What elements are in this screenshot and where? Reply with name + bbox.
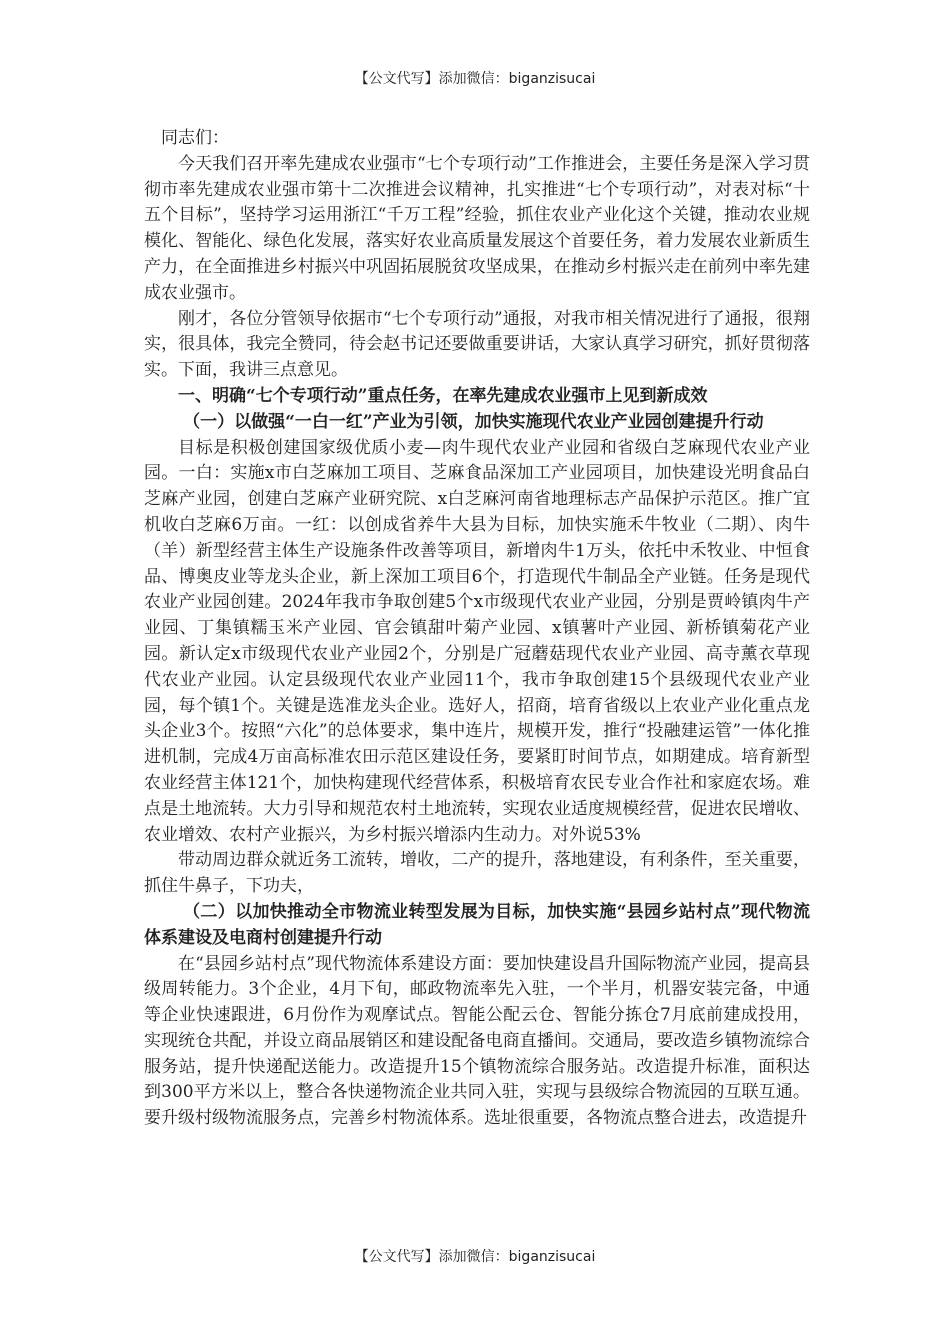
page-footer: 【公文代写】添加微信：biganzisucai: [354, 1249, 596, 1265]
paragraph-comments: 刚才，各位分管领导依据市“七个专项行动”通报，对我市相关情况进行了通报，很翔实，很具体，我完全赞同，待会赵书记还要做重要讲话，大家认真学习研究，抓好贯彻落实。下面，我讲三点意见。: [144, 308, 810, 381]
paragraph-industrial-park: 目标是积极创建国家级优质小麦—肉牛现代农业产业园和省级白芝麻现代农业产业园。一白：实施x市白芝麻加工项目、芝麻食品深加工产业园项目，加快建设光明食品白芝麻产业园，创建白芝麻产业研究院、x白芝麻河南省地理标志产品保护示范区。推广宜机收白芝麻6万亩。一红：以创成省养牛大县为目标，加快实施禾牛牧业（二期）、肉牛（羊）新型经营主体生产设施条件改善等项目，新增肉牛1万头，依托中禾牧业、中恒食品、博奥皮业等龙头企业，新上深加工项目6个，打造现代牛制品全产业链。任务是现代农业产业园创建。2024年我市争取创建5个x市级现代农业产业园，分别是贾岭镇肉牛产业园、丁集镇糯玉米产业园、官会镇甜叶菊产业园、x镇薯叶产业园、新桥镇菊花产业园。新认定x市级现代农业产业园2个，分别是广冠蘑菇现代农业产业园、高寺薰衣草现代农业产业园。认定县级现代农业产业园11个，我市争取创建15个县级现代农业产业园，每个镇1个。关键是选准龙头企业。选好人，招商，培育省级以上农业产业化重点龙头企业3个。按照“六化”的总体要求，集中连片，规模开发，推行“投融建运管”一体化推进机制，完成4万亩高标准农田示范区建设任务，要紧盯时间节点，如期建成。培育新型农业经营主体121个，加快构建现代经营体系，积极培育农民专业合作社和家庭农场。难点是土地流转。大力引导和规范农村土地流转，实现农业适度规模经营，促进农民增收、农业增效、农村产业振兴，为乡村振兴增添内生动力。对外说53%: [144, 437, 810, 845]
paragraph-intro: 今天我们召开率先建成农业强市“七个专项行动”工作推进会，主要任务是深入学习贯彻市率先建成农业强市第十二次推进会议精神，扎实推进“七个专项行动”，对表对标“十五个目标”，坚持学习运用浙江“千万工程”经验，抓住农业产业化这个关键，推动农业规模化、智能化、绿色化发展，落实好农业高质量发展这个首要任务，着力发展农业新质生产力，在全面推进乡村振兴中巩固拓展脱贫攻坚成果，在推动乡村振兴走在前列中率先建成农业强市。: [144, 153, 810, 303]
subsection-heading-1: （一）以做强“一白一红”产业为引领，加快实施现代农业产业园创建提升行动: [183, 411, 764, 432]
section-heading-1: 一、明确“七个专项行动”重点任务，在率先建成农业强市上见到新成效: [178, 385, 708, 406]
paragraph-driving: 带动周边群众就近务工流转，增收，二产的提升，落地建设，有利条件，至关重要，抓住牛鼻子，下功夫，: [144, 850, 810, 897]
subsection-heading-2: （二）以加快推动全市物流业转型发展为目标，加快实施“县园乡站村点”现代物流体系建设及电商村创建提升行动: [144, 901, 810, 948]
salutation: 同志们：: [161, 128, 229, 148]
paragraph-logistics: 在“县园乡站村点”现代物流体系建设方面：要加快建设昌升国际物流产业园，提高县级周转能力。3个企业，4月下旬，邮政物流率先入驻，一个半月，机器安装完备，中通等企业快速跟进，6月份作为观摩试点。智能公配云仓、智能分拣仓7月底前建成投用，实现统仓共配，并设立商品展销区和建设配备电商直播间。交通局，要改造乡镇物流综合服务站，提升快递配送能力。改造提升15个镇物流综合服务站。改造提升标准，面积达到300平方米以上，整合各快递物流企业共同入驻，实现与县级综合物流园的互联互通。要升级村级物流服务点，完善乡村物流体系。选址很重要，各物流点整合进去，改造提升: [144, 953, 810, 1129]
document-body: [144, 126, 810, 1132]
page-header: 【公文代写】添加微信：biganzisucai: [354, 71, 596, 87]
